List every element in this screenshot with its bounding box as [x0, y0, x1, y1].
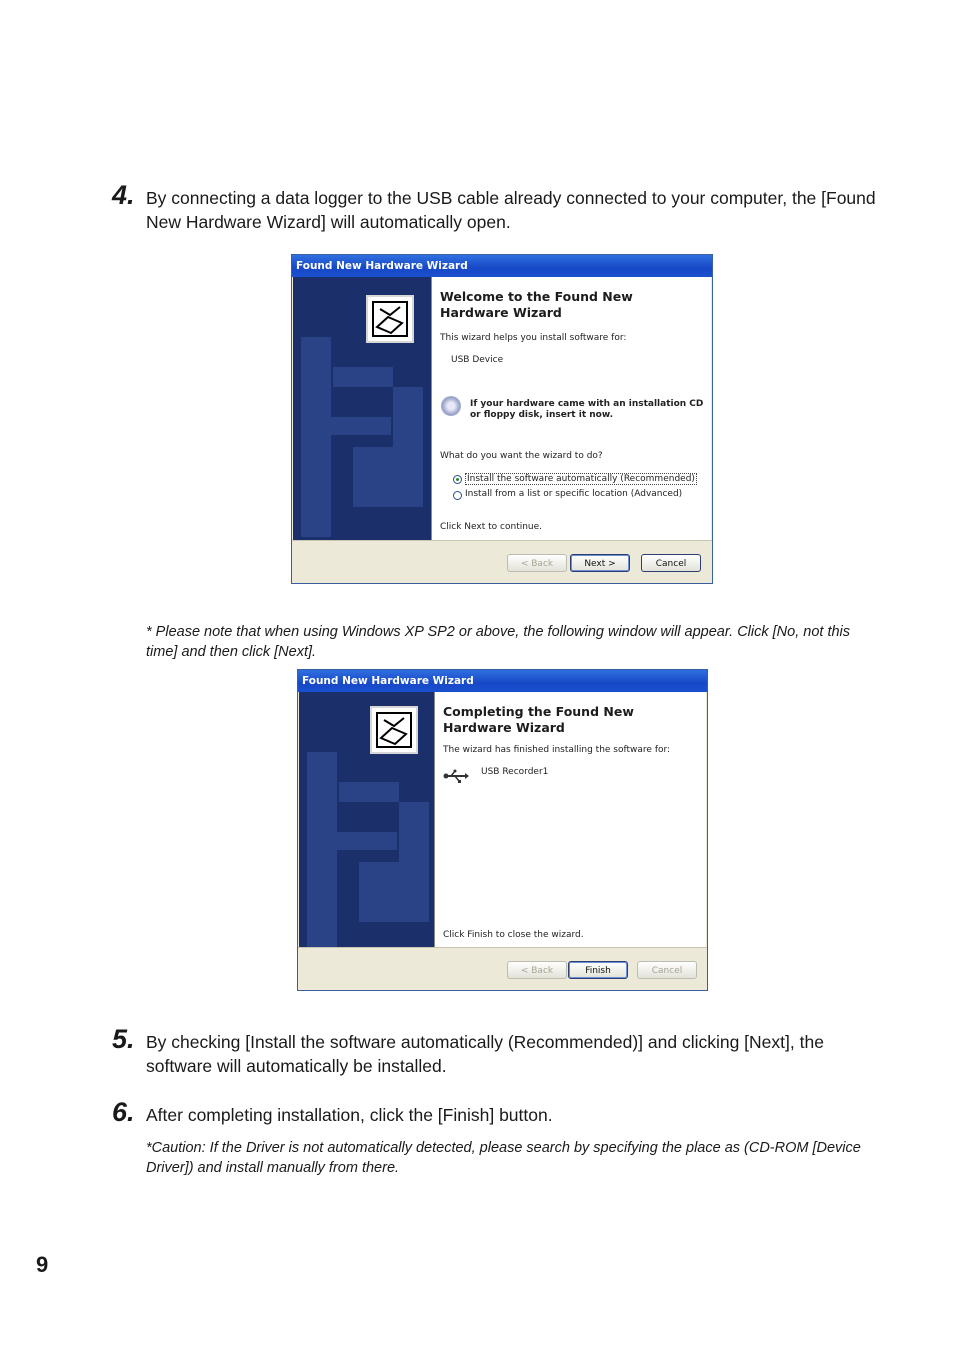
wizard-side-banner	[299, 692, 434, 948]
option-advanced-radio[interactable]	[453, 491, 462, 500]
window-title: Found New Hardware Wizard	[298, 670, 707, 692]
wizard-heading: Welcome to the Found New Hardware Wizard	[440, 289, 633, 320]
close-text: Click Finish to close the wizard.	[443, 930, 584, 940]
cd-icon	[441, 396, 461, 416]
step-number: 4.	[112, 180, 135, 210]
hardware-icon	[370, 706, 418, 754]
finish-button[interactable]: Finish	[568, 961, 628, 979]
option-auto-label[interactable]: Install the software automatically (Recommended)	[467, 474, 695, 484]
page-number: 9	[36, 1252, 49, 1277]
next-button[interactable]: Next >	[570, 554, 630, 572]
usb-icon	[443, 768, 469, 788]
note-sp2: * Please note that when using Windows XP SP2 or above, the following window will appear. Click [No, not this time] and then click [Next].	[146, 624, 851, 660]
step-text: After completing installation, click the [Finish] button.	[146, 1105, 553, 1125]
step-text: By connecting a data logger to the USB cable already connected to your computer, the [Found New Hardware Wizard] will automatically open.	[146, 188, 876, 232]
wizard-side-banner	[293, 277, 431, 541]
continue-text: Click Next to continue.	[440, 522, 543, 532]
note-caution: *Caution: If the Driver is not automatically detected, please search by specifying the place as (CD-ROM [Device Driver]) and install manually from there.	[146, 1140, 861, 1176]
wizard-footer	[292, 540, 712, 583]
step-text: By checking [Install the software automatically (Recommended)] and clicking [Next], the software will automatically be installed.	[146, 1032, 824, 1076]
hardware-icon	[366, 295, 414, 343]
device-name: USB Device	[451, 355, 504, 365]
wizard-footer	[298, 947, 707, 990]
step-number: 5.	[112, 1024, 135, 1054]
window-title: Found New Hardware Wizard	[292, 255, 712, 277]
wizard-content	[431, 277, 711, 541]
cancel-button[interactable]: Cancel	[641, 554, 701, 572]
question-text: What do you want the wizard to do?	[440, 451, 603, 461]
back-button[interactable]: < Back	[507, 554, 567, 572]
found-new-hardware-wizard-welcome	[291, 254, 713, 584]
device-name: USB Recorder1	[481, 767, 549, 777]
step-number: 6.	[112, 1097, 135, 1127]
wizard-content	[434, 692, 706, 948]
back-button[interactable]: < Back	[507, 961, 567, 979]
intro-text: This wizard helps you install software for:	[440, 333, 627, 343]
option-advanced-label[interactable]: Install from a list or specific location (Advanced)	[465, 489, 683, 499]
cd-instruction: If your hardware came with an installation CD or floppy disk, insert it now.	[470, 399, 704, 420]
found-new-hardware-wizard-complete	[297, 669, 708, 991]
option-auto-radio[interactable]	[453, 475, 462, 484]
cancel-button[interactable]: Cancel	[637, 961, 697, 979]
intro-text: The wizard has finished installing the software for:	[443, 745, 671, 755]
wizard-heading: Completing the Found New Hardware Wizard	[443, 704, 634, 735]
